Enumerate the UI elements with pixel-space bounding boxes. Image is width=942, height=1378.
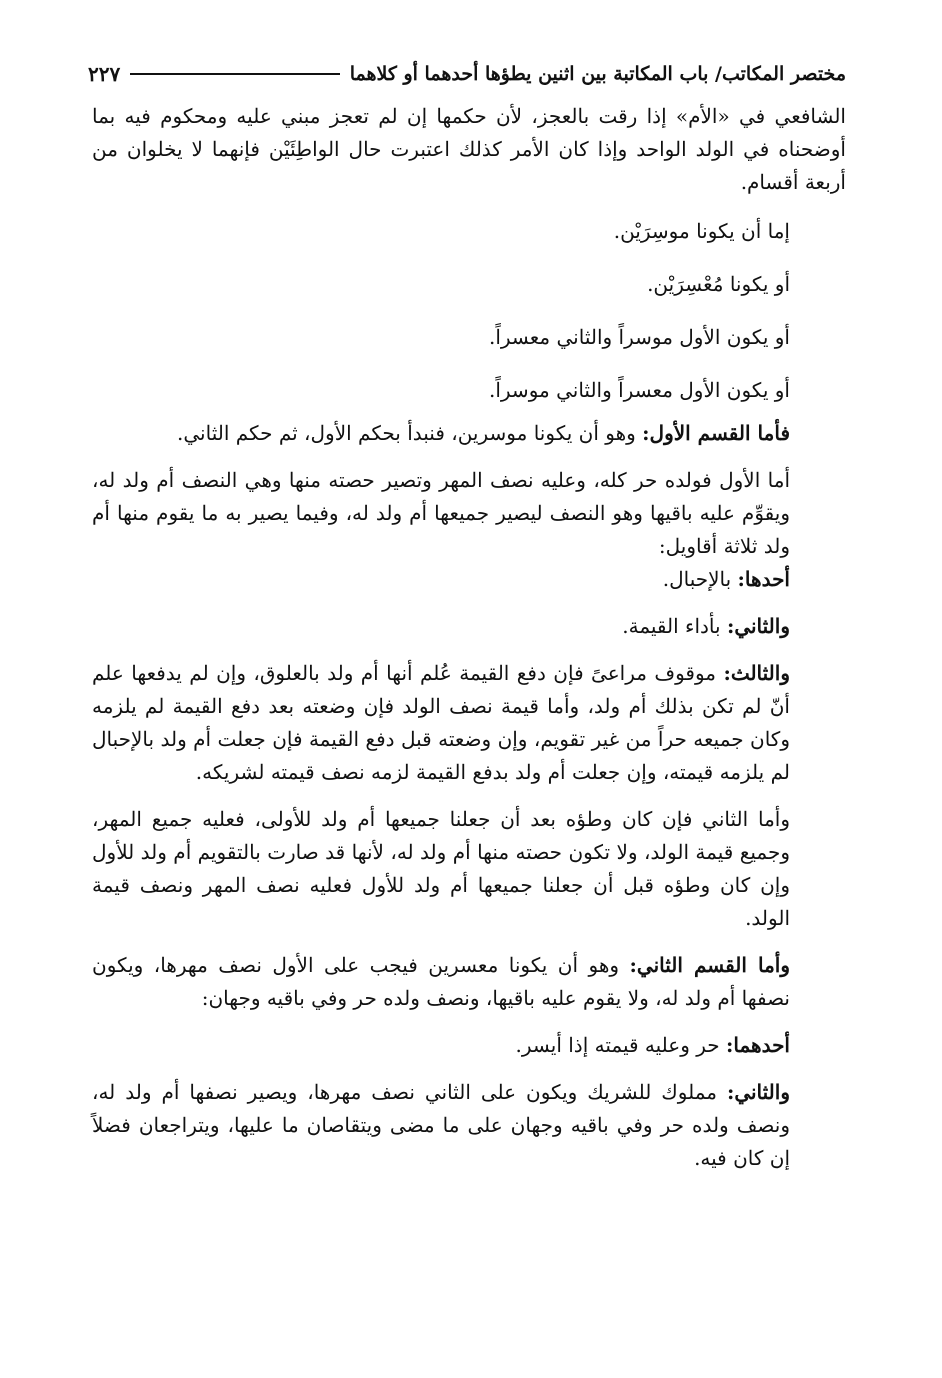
section-label: وأما القسم الثاني:: [629, 953, 791, 977]
case-item-1: [92, 205, 846, 258]
section-first-case: [92, 417, 846, 450]
paragraph-text: الشافعي في «الأم» إذا رقت بالعجز، لأن حكمها إن لم تعجز مبني عليه ومحكوم فيه بما أوضحناه في الولد الواحد وإذا كان الأمر كذلك اعتبرت حال الواطِئَيْن فإنهما لا يخلوان من أربعة أقسام.: [92, 104, 846, 194]
page-header: [88, 62, 846, 86]
case-text: إما أن يكونا موسِرَيْن.: [613, 219, 790, 243]
paragraph-first-partner: [92, 464, 846, 563]
section-label: فأما القسم الأول:: [642, 421, 790, 445]
paragraph-text: وأما الثاني فإن كان وطؤه بعد أن جعلنا جميعها أم ولد للأولى، فعليه جميع المهر، وجميع قيمة الولد، ولا تكون حصته منها أم ولد له، لأنها قد صارت بالتقويم أم ولد للأول وإن كان وطؤه قبل أن جعلنا جميعها أم ولد للأول فعليه نصف المهر ونصف قيمة الولد.: [92, 807, 790, 930]
opinion-text: بأداء القيمة.: [622, 614, 727, 638]
case-item-4: [92, 364, 846, 417]
view-two: [92, 1076, 846, 1175]
case-text: أو يكون الأول معسراً والثاني موسراً.: [488, 378, 790, 402]
case-item-2: [92, 258, 846, 311]
paragraph-text: وهو أن يكونا معسرين فيجب على الأول نصف مهرها، ويكون نصفها أم ولد له، ولا يقوم عليه باقيها، ونصف ولده حر وفي باقيه وجهان:: [92, 953, 790, 1010]
opinion-text: موقوف مراعىً فإن دفع القيمة عُلم أنها أم ولد بالعلوق، وإن لم يدفعها علم أنّ لم تكن بذلك أم ولد، وأما قيمة نصف الولد فإن وضعته بعد دفع القيمة لم يلزمه وكان جميعه حراً من غير تقويم، وإن وضعته قبل دفع القيمة فإن جعلت أم ولد بالإحبال لم يلزمه قيمته، وإن جعلت أم ولد بدفع القيمة لزمه نصف قيمته لشريكه.: [92, 661, 790, 784]
page-number: ٢٢٧: [88, 62, 121, 86]
paragraph-intro: [92, 100, 846, 199]
paragraph-second-partner: [92, 803, 846, 935]
view-label: أحدهما:: [725, 1033, 790, 1057]
header-rule: [130, 73, 339, 75]
case-text: أو يكونا مُعْسِرَيْن.: [647, 272, 790, 296]
case-text: أو يكون الأول موسراً والثاني معسراً.: [488, 325, 790, 349]
opinion-label: أحدها:: [737, 567, 790, 591]
opinion-three: [92, 657, 846, 789]
opinion-label: والثاني:: [726, 614, 790, 638]
view-text: مملوك للشريك ويكون على الثاني نصف مهرها، ويصير نصفها أم ولد له، ونصف ولده حر وفي باقيه وجهان على ما مضى ويتقاصان ما عليها، ويتراجعان فضلاً إن كان فيه.: [92, 1080, 790, 1170]
view-one: [92, 1029, 846, 1062]
opinion-two: [92, 610, 846, 643]
page-body: [92, 100, 846, 1175]
paragraph-text: وهو أن يكونا موسرين، فنبدأ بحكم الأول، ثم حكم الثاني.: [177, 421, 643, 445]
opinion-one: [92, 563, 846, 596]
view-label: والثاني:: [726, 1080, 790, 1104]
opinion-label: والثالث:: [723, 661, 790, 685]
view-text: حر وعليه قيمته إذا أيسر.: [515, 1033, 726, 1057]
running-title: مختصر المكاتب/ باب المكاتبة بين اثنين يطؤها أحدهما أو كلاهما: [349, 63, 846, 85]
opinion-text: بالإحبال.: [662, 567, 738, 591]
paragraph-text: أما الأول فولده حر كله، وعليه نصف المهر وتصير حصته منها وهي النصف أم ولد له، ويقوِّم عليه باقيها وهو النصف ليصير جميعها أم ولد له، وفيما يصير به ما يقوم منها أم ولد ثلاثة أقاويل:: [92, 468, 790, 558]
case-item-3: [92, 311, 846, 364]
section-second-case: [92, 949, 846, 1015]
